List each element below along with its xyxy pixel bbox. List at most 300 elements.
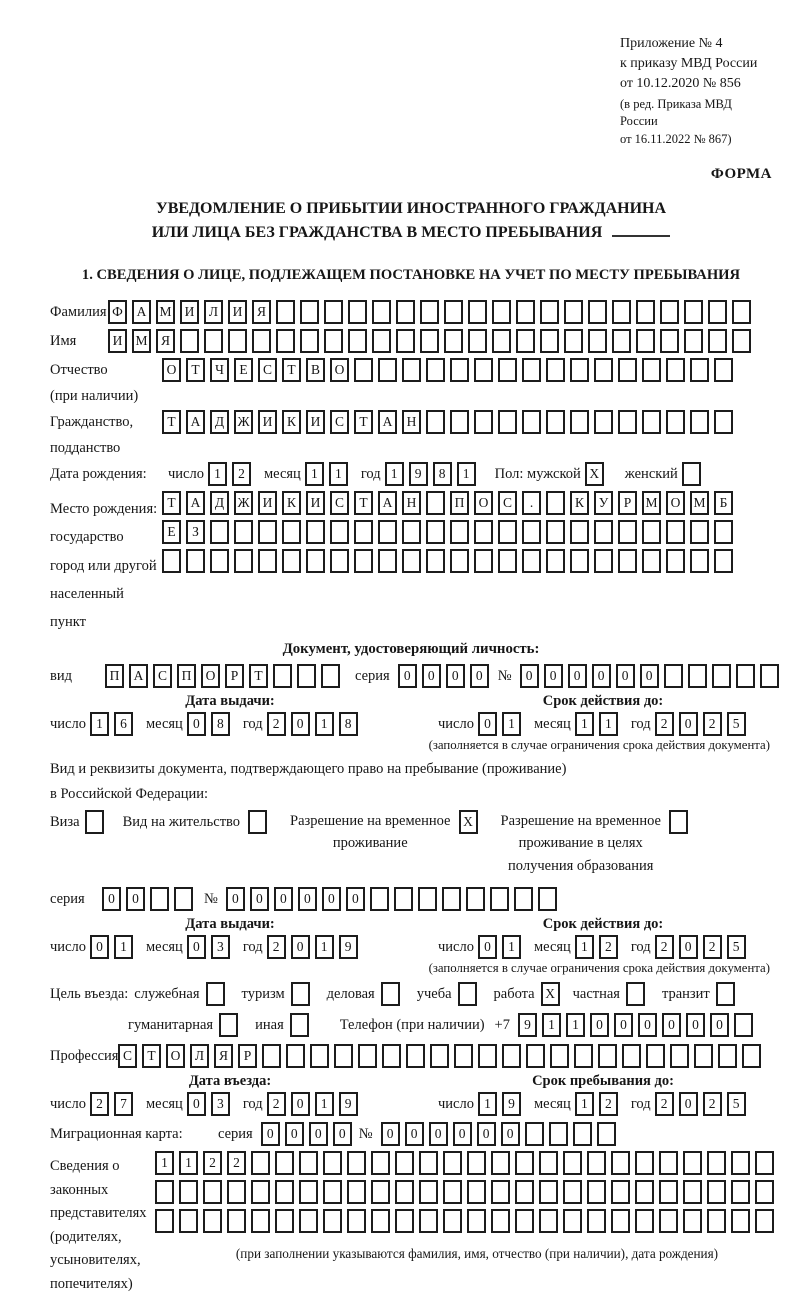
char-cell[interactable] <box>598 1044 617 1068</box>
char-cell[interactable] <box>712 664 731 688</box>
char-cell[interactable]: 7 <box>114 1092 133 1116</box>
char-cell[interactable]: 0 <box>298 887 317 911</box>
char-cell[interactable] <box>570 358 589 382</box>
char-cell[interactable] <box>683 1180 702 1204</box>
char-cell[interactable]: Д <box>210 410 229 434</box>
char-cell[interactable] <box>251 1180 270 1204</box>
char-cell[interactable] <box>155 1180 174 1204</box>
char-cell[interactable] <box>402 520 421 544</box>
char-cell[interactable]: 0 <box>405 1122 424 1146</box>
char-cell[interactable]: 2 <box>203 1151 222 1175</box>
doc-issue-day[interactable] <box>90 712 138 736</box>
char-cell[interactable] <box>587 1151 606 1175</box>
char-cell[interactable]: 2 <box>599 935 618 959</box>
char-cell[interactable]: 0 <box>126 887 145 911</box>
char-cell[interactable]: 0 <box>478 712 497 736</box>
char-cell[interactable] <box>162 549 181 573</box>
char-cell[interactable] <box>467 1151 486 1175</box>
char-cell[interactable] <box>354 358 373 382</box>
char-cell[interactable] <box>707 1209 726 1233</box>
stay-day[interactable] <box>478 1092 526 1116</box>
char-cell[interactable] <box>546 410 565 434</box>
entry-day[interactable] <box>90 1092 138 1116</box>
char-cell[interactable]: Я <box>156 329 175 353</box>
char-cell[interactable]: С <box>118 1044 137 1068</box>
char-cell[interactable]: У <box>594 491 613 515</box>
char-cell[interactable] <box>570 520 589 544</box>
char-cell[interactable]: К <box>282 410 301 434</box>
char-cell[interactable] <box>468 329 487 353</box>
char-cell[interactable] <box>467 1180 486 1204</box>
char-cell[interactable] <box>290 1013 309 1037</box>
char-cell[interactable]: И <box>228 300 247 324</box>
phone-input[interactable] <box>518 1013 758 1037</box>
char-cell[interactable] <box>282 549 301 573</box>
char-cell[interactable] <box>276 300 295 324</box>
char-cell[interactable]: 1 <box>575 712 594 736</box>
char-cell[interactable]: 2 <box>703 935 722 959</box>
char-cell[interactable] <box>573 1122 592 1146</box>
char-cell[interactable] <box>659 1180 678 1204</box>
char-cell[interactable]: 0 <box>710 1013 729 1037</box>
visa-checkbox[interactable] <box>85 810 109 834</box>
char-cell[interactable] <box>227 1180 246 1204</box>
char-cell[interactable] <box>666 549 685 573</box>
char-cell[interactable] <box>430 1044 449 1068</box>
char-cell[interactable] <box>755 1151 774 1175</box>
char-cell[interactable] <box>321 664 340 688</box>
char-cell[interactable] <box>306 520 325 544</box>
char-cell[interactable] <box>395 1180 414 1204</box>
char-cell[interactable]: 0 <box>478 935 497 959</box>
purpose-business-checkbox[interactable] <box>381 982 405 1006</box>
char-cell[interactable]: 0 <box>187 935 206 959</box>
char-cell[interactable] <box>755 1209 774 1233</box>
char-cell[interactable]: 2 <box>655 935 674 959</box>
char-cell[interactable] <box>291 982 310 1006</box>
char-cell[interactable]: 0 <box>429 1122 448 1146</box>
char-cell[interactable] <box>418 887 437 911</box>
char-cell[interactable] <box>636 329 655 353</box>
char-cell[interactable]: К <box>282 491 301 515</box>
char-cell[interactable] <box>348 329 367 353</box>
char-cell[interactable]: 2 <box>232 462 251 486</box>
birth-day-input[interactable] <box>208 462 256 486</box>
char-cell[interactable] <box>684 329 703 353</box>
char-cell[interactable] <box>155 1209 174 1233</box>
char-cell[interactable]: М <box>690 491 709 515</box>
char-cell[interactable] <box>718 1044 737 1068</box>
char-cell[interactable] <box>708 300 727 324</box>
doc-issue-year[interactable] <box>267 712 363 736</box>
char-cell[interactable] <box>179 1209 198 1233</box>
birth-place-input-2[interactable] <box>162 520 738 544</box>
char-cell[interactable] <box>563 1151 582 1175</box>
char-cell[interactable] <box>549 1122 568 1146</box>
char-cell[interactable]: 0 <box>616 664 635 688</box>
char-cell[interactable] <box>251 1151 270 1175</box>
char-cell[interactable]: 2 <box>599 1092 618 1116</box>
char-cell[interactable]: И <box>258 491 277 515</box>
char-cell[interactable] <box>539 1151 558 1175</box>
char-cell[interactable] <box>443 1209 462 1233</box>
char-cell[interactable]: 0 <box>187 712 206 736</box>
doc-valid-day[interactable] <box>478 712 526 736</box>
char-cell[interactable] <box>540 329 559 353</box>
char-cell[interactable]: 0 <box>679 935 698 959</box>
char-cell[interactable] <box>492 300 511 324</box>
purpose-other-checkbox[interactable] <box>290 1013 314 1037</box>
char-cell[interactable] <box>525 1122 544 1146</box>
char-cell[interactable]: М <box>132 329 151 353</box>
char-cell[interactable] <box>252 329 271 353</box>
char-cell[interactable]: Л <box>204 300 223 324</box>
char-cell[interactable] <box>498 549 517 573</box>
char-cell[interactable] <box>522 520 541 544</box>
char-cell[interactable]: 0 <box>381 1122 400 1146</box>
char-cell[interactable] <box>642 410 661 434</box>
char-cell[interactable] <box>324 329 343 353</box>
char-cell[interactable]: 1 <box>305 462 324 486</box>
char-cell[interactable] <box>474 549 493 573</box>
char-cell[interactable]: 0 <box>274 887 293 911</box>
char-cell[interactable]: 8 <box>433 462 452 486</box>
birth-place-input-3[interactable] <box>162 549 738 573</box>
char-cell[interactable] <box>248 810 267 834</box>
char-cell[interactable] <box>660 329 679 353</box>
char-cell[interactable] <box>492 329 511 353</box>
char-cell[interactable] <box>491 1151 510 1175</box>
char-cell[interactable]: 0 <box>662 1013 681 1037</box>
doc-series-input[interactable] <box>398 664 494 688</box>
char-cell[interactable]: 0 <box>446 664 465 688</box>
char-cell[interactable]: 0 <box>187 1092 206 1116</box>
char-cell[interactable]: 3 <box>211 935 230 959</box>
purpose-work-checkbox[interactable] <box>541 982 565 1006</box>
char-cell[interactable]: 2 <box>267 935 286 959</box>
char-cell[interactable]: А <box>186 491 205 515</box>
char-cell[interactable] <box>563 1180 582 1204</box>
char-cell[interactable]: 2 <box>703 712 722 736</box>
char-cell[interactable]: X <box>459 810 478 834</box>
char-cell[interactable] <box>426 410 445 434</box>
char-cell[interactable]: И <box>180 300 199 324</box>
char-cell[interactable]: Е <box>234 358 253 382</box>
purpose-study-checkbox[interactable] <box>458 982 482 1006</box>
char-cell[interactable] <box>642 549 661 573</box>
char-cell[interactable] <box>708 329 727 353</box>
char-cell[interactable] <box>227 1209 246 1233</box>
char-cell[interactable]: Н <box>402 410 421 434</box>
char-cell[interactable]: X <box>541 982 560 1006</box>
char-cell[interactable] <box>323 1180 342 1204</box>
char-cell[interactable]: 0 <box>679 712 698 736</box>
char-cell[interactable] <box>611 1180 630 1204</box>
char-cell[interactable] <box>736 664 755 688</box>
char-cell[interactable]: 1 <box>575 1092 594 1116</box>
char-cell[interactable] <box>378 549 397 573</box>
char-cell[interactable]: 0 <box>638 1013 657 1037</box>
char-cell[interactable] <box>731 1209 750 1233</box>
char-cell[interactable] <box>760 664 779 688</box>
char-cell[interactable] <box>330 520 349 544</box>
char-cell[interactable] <box>371 1151 390 1175</box>
char-cell[interactable]: 0 <box>501 1122 520 1146</box>
char-cell[interactable] <box>419 1180 438 1204</box>
char-cell[interactable] <box>516 329 535 353</box>
char-cell[interactable]: Т <box>249 664 268 688</box>
char-cell[interactable] <box>330 549 349 573</box>
char-cell[interactable] <box>378 520 397 544</box>
residence-issue-day[interactable] <box>90 935 138 959</box>
char-cell[interactable]: 1 <box>208 462 227 486</box>
char-cell[interactable] <box>659 1209 678 1233</box>
char-cell[interactable]: О <box>474 491 493 515</box>
char-cell[interactable] <box>636 300 655 324</box>
char-cell[interactable]: 8 <box>211 712 230 736</box>
char-cell[interactable] <box>690 549 709 573</box>
char-cell[interactable]: 0 <box>102 887 121 911</box>
char-cell[interactable] <box>402 549 421 573</box>
char-cell[interactable] <box>731 1180 750 1204</box>
char-cell[interactable] <box>378 358 397 382</box>
char-cell[interactable] <box>612 329 631 353</box>
char-cell[interactable] <box>444 329 463 353</box>
entry-month[interactable] <box>187 1092 235 1116</box>
char-cell[interactable] <box>682 462 701 486</box>
char-cell[interactable]: 0 <box>477 1122 496 1146</box>
char-cell[interactable]: Т <box>162 410 181 434</box>
char-cell[interactable]: Д <box>210 491 229 515</box>
char-cell[interactable] <box>395 1151 414 1175</box>
char-cell[interactable] <box>219 1013 238 1037</box>
char-cell[interactable] <box>354 520 373 544</box>
char-cell[interactable]: Т <box>282 358 301 382</box>
char-cell[interactable] <box>515 1180 534 1204</box>
char-cell[interactable] <box>666 358 685 382</box>
residence-permit-checkbox[interactable] <box>248 810 272 834</box>
char-cell[interactable]: С <box>498 491 517 515</box>
char-cell[interactable]: 0 <box>568 664 587 688</box>
char-cell[interactable] <box>371 1180 390 1204</box>
char-cell[interactable] <box>594 520 613 544</box>
char-cell[interactable] <box>588 300 607 324</box>
char-cell[interactable] <box>684 300 703 324</box>
residence-number-input[interactable] <box>226 887 562 911</box>
residence-valid-day[interactable] <box>478 935 526 959</box>
char-cell[interactable] <box>732 300 751 324</box>
char-cell[interactable] <box>642 358 661 382</box>
char-cell[interactable] <box>714 358 733 382</box>
char-cell[interactable] <box>273 664 292 688</box>
char-cell[interactable] <box>204 329 223 353</box>
char-cell[interactable] <box>179 1180 198 1204</box>
char-cell[interactable]: 9 <box>502 1092 521 1116</box>
char-cell[interactable] <box>299 1151 318 1175</box>
surname-input[interactable] <box>108 300 756 324</box>
char-cell[interactable] <box>716 982 735 1006</box>
char-cell[interactable] <box>394 887 413 911</box>
char-cell[interactable]: 0 <box>309 1122 328 1146</box>
char-cell[interactable] <box>478 1044 497 1068</box>
char-cell[interactable]: Ч <box>210 358 229 382</box>
char-cell[interactable] <box>491 1180 510 1204</box>
char-cell[interactable] <box>666 410 685 434</box>
char-cell[interactable]: И <box>108 329 127 353</box>
char-cell[interactable]: 1 <box>542 1013 561 1037</box>
char-cell[interactable]: 1 <box>599 712 618 736</box>
char-cell[interactable]: Ж <box>234 491 253 515</box>
char-cell[interactable] <box>546 549 565 573</box>
char-cell[interactable] <box>150 887 169 911</box>
char-cell[interactable]: 2 <box>267 712 286 736</box>
doc-valid-year[interactable] <box>655 712 751 736</box>
char-cell[interactable] <box>588 329 607 353</box>
char-cell[interactable]: 0 <box>333 1122 352 1146</box>
char-cell[interactable] <box>275 1209 294 1233</box>
char-cell[interactable] <box>347 1180 366 1204</box>
char-cell[interactable]: 0 <box>285 1122 304 1146</box>
char-cell[interactable]: И <box>306 491 325 515</box>
char-cell[interactable] <box>515 1151 534 1175</box>
char-cell[interactable]: С <box>330 491 349 515</box>
char-cell[interactable]: 2 <box>655 1092 674 1116</box>
char-cell[interactable] <box>546 358 565 382</box>
char-cell[interactable] <box>186 549 205 573</box>
char-cell[interactable] <box>474 520 493 544</box>
char-cell[interactable] <box>210 520 229 544</box>
char-cell[interactable]: Р <box>225 664 244 688</box>
char-cell[interactable]: 0 <box>453 1122 472 1146</box>
char-cell[interactable] <box>420 300 439 324</box>
char-cell[interactable] <box>731 1151 750 1175</box>
char-cell[interactable]: 9 <box>409 462 428 486</box>
char-cell[interactable]: 1 <box>457 462 476 486</box>
char-cell[interactable]: 0 <box>614 1013 633 1037</box>
char-cell[interactable] <box>618 410 637 434</box>
char-cell[interactable]: К <box>570 491 589 515</box>
char-cell[interactable] <box>564 300 583 324</box>
char-cell[interactable] <box>467 1209 486 1233</box>
char-cell[interactable]: Б <box>714 491 733 515</box>
char-cell[interactable] <box>180 329 199 353</box>
citizenship-input[interactable] <box>162 410 738 434</box>
char-cell[interactable] <box>466 887 485 911</box>
char-cell[interactable] <box>491 1209 510 1233</box>
char-cell[interactable] <box>419 1151 438 1175</box>
char-cell[interactable]: 0 <box>250 887 269 911</box>
char-cell[interactable] <box>323 1209 342 1233</box>
char-cell[interactable]: В <box>306 358 325 382</box>
char-cell[interactable] <box>450 520 469 544</box>
char-cell[interactable] <box>670 1044 689 1068</box>
char-cell[interactable] <box>396 329 415 353</box>
char-cell[interactable] <box>426 520 445 544</box>
residence-valid-year[interactable] <box>655 935 751 959</box>
char-cell[interactable]: 9 <box>339 935 358 959</box>
char-cell[interactable] <box>234 549 253 573</box>
char-cell[interactable]: 0 <box>398 664 417 688</box>
char-cell[interactable] <box>372 300 391 324</box>
char-cell[interactable] <box>646 1044 665 1068</box>
char-cell[interactable] <box>443 1151 462 1175</box>
char-cell[interactable] <box>206 982 225 1006</box>
char-cell[interactable] <box>546 491 565 515</box>
char-cell[interactable]: А <box>186 410 205 434</box>
char-cell[interactable] <box>563 1209 582 1233</box>
char-cell[interactable] <box>664 664 683 688</box>
char-cell[interactable]: 0 <box>679 1092 698 1116</box>
char-cell[interactable]: 1 <box>315 935 334 959</box>
char-cell[interactable] <box>707 1151 726 1175</box>
char-cell[interactable] <box>594 358 613 382</box>
char-cell[interactable] <box>395 1209 414 1233</box>
char-cell[interactable]: О <box>166 1044 185 1068</box>
char-cell[interactable] <box>570 410 589 434</box>
patronymic-input[interactable] <box>162 358 738 382</box>
char-cell[interactable]: 0 <box>261 1122 280 1146</box>
char-cell[interactable] <box>382 1044 401 1068</box>
char-cell[interactable] <box>522 549 541 573</box>
char-cell[interactable]: 0 <box>544 664 563 688</box>
char-cell[interactable] <box>498 358 517 382</box>
char-cell[interactable]: С <box>330 410 349 434</box>
char-cell[interactable] <box>474 358 493 382</box>
char-cell[interactable]: П <box>105 664 124 688</box>
char-cell[interactable] <box>714 549 733 573</box>
char-cell[interactable] <box>426 549 445 573</box>
residence-valid-month[interactable] <box>575 935 623 959</box>
char-cell[interactable]: М <box>156 300 175 324</box>
char-cell[interactable] <box>286 1044 305 1068</box>
char-cell[interactable] <box>275 1151 294 1175</box>
char-cell[interactable]: А <box>378 410 397 434</box>
char-cell[interactable] <box>597 1122 616 1146</box>
char-cell[interactable] <box>396 300 415 324</box>
char-cell[interactable] <box>683 1151 702 1175</box>
char-cell[interactable]: 0 <box>291 1092 310 1116</box>
char-cell[interactable] <box>714 410 733 434</box>
char-cell[interactable] <box>540 300 559 324</box>
birth-year-input[interactable] <box>385 462 481 486</box>
char-cell[interactable]: О <box>162 358 181 382</box>
char-cell[interactable] <box>406 1044 425 1068</box>
char-cell[interactable] <box>594 410 613 434</box>
char-cell[interactable]: 0 <box>592 664 611 688</box>
char-cell[interactable] <box>85 810 104 834</box>
birth-month-input[interactable] <box>305 462 353 486</box>
char-cell[interactable]: 0 <box>90 935 109 959</box>
char-cell[interactable]: 0 <box>590 1013 609 1037</box>
purpose-humanitarian-checkbox[interactable] <box>219 1013 243 1037</box>
char-cell[interactable]: . <box>522 491 541 515</box>
purpose-private-checkbox[interactable] <box>626 982 650 1006</box>
char-cell[interactable]: 0 <box>291 712 310 736</box>
char-cell[interactable]: 0 <box>322 887 341 911</box>
char-cell[interactable]: Т <box>186 358 205 382</box>
char-cell[interactable] <box>203 1180 222 1204</box>
char-cell[interactable]: П <box>450 491 469 515</box>
char-cell[interactable]: Ж <box>234 410 253 434</box>
char-cell[interactable]: 2 <box>90 1092 109 1116</box>
char-cell[interactable] <box>635 1151 654 1175</box>
representatives-input-1[interactable] <box>155 1151 779 1175</box>
given-name-input[interactable] <box>108 329 756 353</box>
char-cell[interactable] <box>618 549 637 573</box>
char-cell[interactable] <box>310 1044 329 1068</box>
char-cell[interactable] <box>258 549 277 573</box>
char-cell[interactable] <box>666 520 685 544</box>
